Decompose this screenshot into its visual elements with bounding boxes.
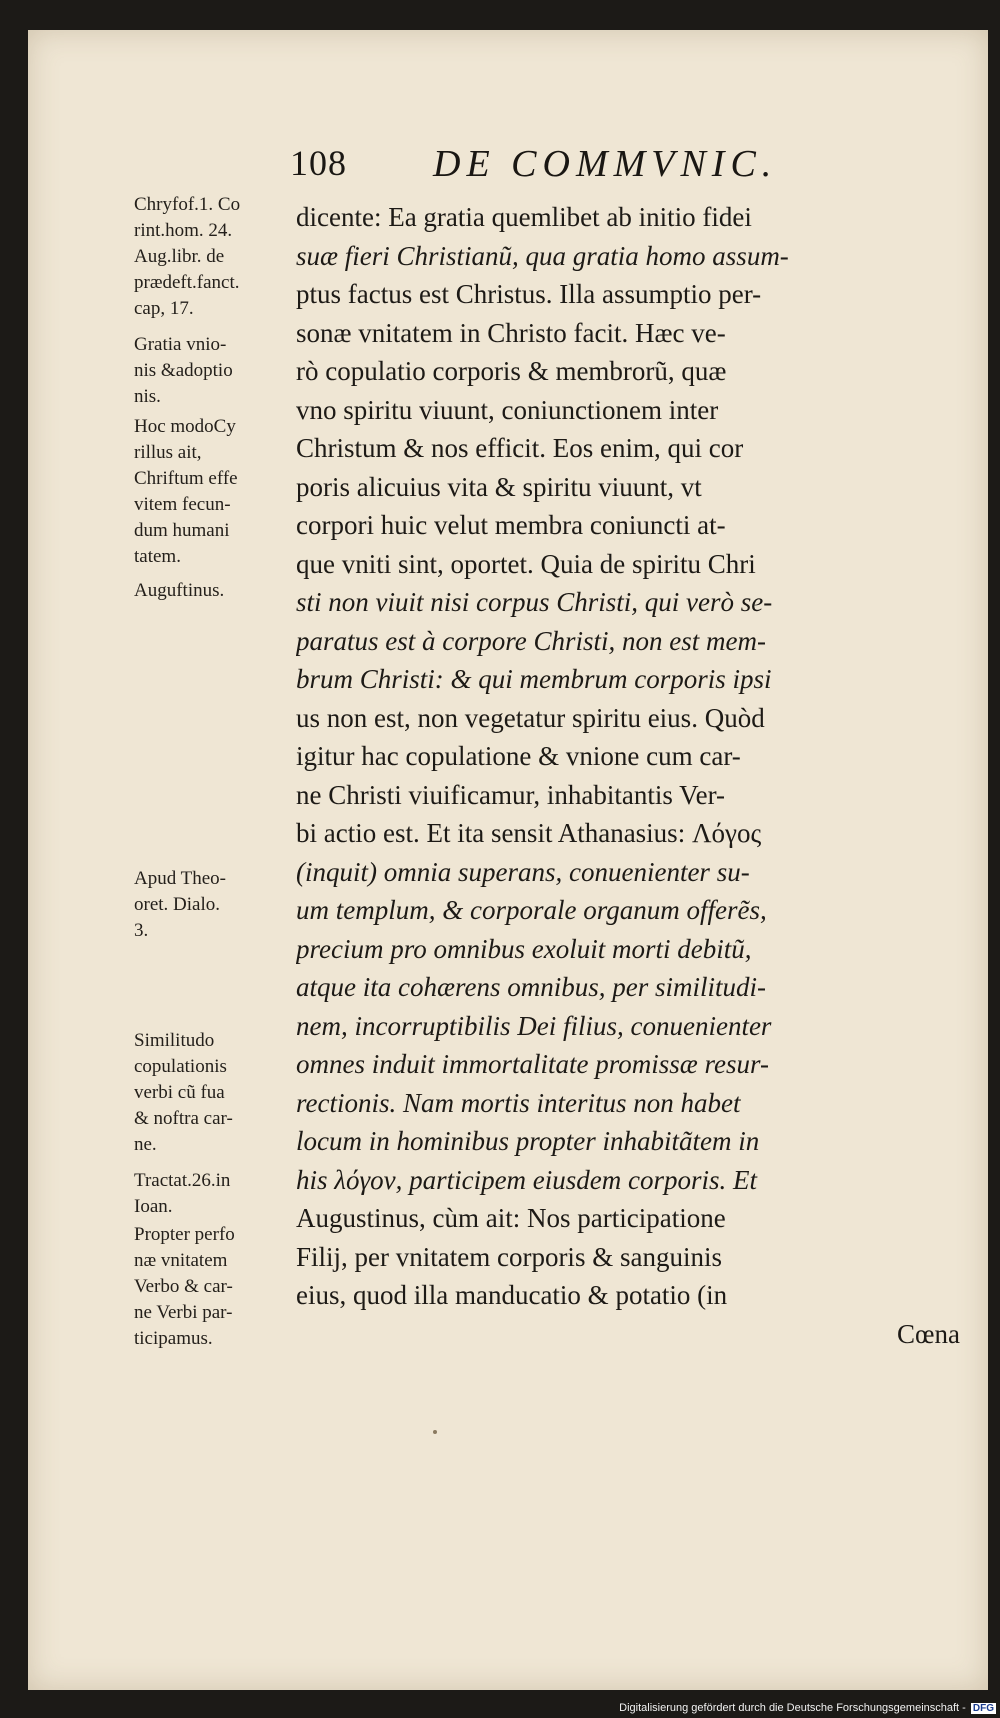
marginal-note-line: nis &adoptio: [134, 360, 233, 381]
credit-text: Digitalisierung gefördert durch die Deutsche Forschungsgemeinschaft -: [619, 1702, 966, 1714]
text-line: omnes induit immortalitate promissæ resur-: [296, 1049, 769, 1079]
running-title: DE COMMVNIC.: [433, 143, 778, 185]
marginal-note-line: Tractat.26.in: [134, 1170, 231, 1191]
marginal-note-line: ne Verbi par-: [134, 1302, 233, 1323]
text-line: Filij, per vnitatem corporis & sanguinis: [296, 1241, 722, 1272]
text-line: um templum, & corporale organum offerẽs,: [296, 895, 767, 925]
text-line: rò copulatio corporis & membrorũ, quæ: [296, 356, 727, 386]
text-line: que vniti sint, oportet. Quia de spiritu Chri: [296, 548, 756, 579]
marginal-note-propter: [134, 1222, 292, 1352]
marginal-note-line: Similitudo: [134, 1030, 215, 1051]
marginal-note-line: ticipamus.: [134, 1328, 213, 1349]
text-line: ptus factus est Christus. Illa assumptio per-: [296, 279, 762, 309]
book-page: [28, 30, 988, 1690]
marginal-note-line: Aug.libr. de: [134, 246, 225, 267]
marginal-note-line: næ vnitatem: [134, 1250, 228, 1271]
marginal-note-gratia: [134, 332, 292, 410]
text-line: igitur hac copulatione & vnione cum car-: [296, 741, 741, 771]
digitization-credit: [619, 1702, 996, 1714]
text-line: poris alicuius vita & spiritu viuunt, vt: [296, 471, 702, 502]
paper-speck: [433, 1430, 437, 1434]
marginal-note-line: vitem fecun-: [134, 494, 231, 515]
marginal-note-cyrillus: [134, 414, 292, 570]
marginal-note-similitudo: [134, 1028, 292, 1158]
text-line: us non est, non vegetatur spiritu eius. Quòd: [296, 702, 765, 733]
marginal-note-line: verbi cũ fua: [134, 1082, 225, 1103]
marginal-note-line: prædeft.fanct.: [134, 272, 240, 293]
text-line: (inquit) omnia superans, conuenienter su-: [296, 856, 750, 887]
text-line: sonæ vnitatem in Christo facit. Hæc ve-: [296, 317, 726, 348]
text-line: eius, quod illa manducatio & potatio (in: [296, 1280, 728, 1310]
text-line: atque ita cohærens omnibus, per similitudi-: [296, 972, 766, 1002]
marginal-note-line: Propter perfo: [134, 1224, 235, 1245]
text-line: Augustinus, cùm ait: Nos participatione: [296, 1203, 726, 1233]
marginal-note-line: Ioan.: [134, 1196, 173, 1217]
text-line: locum in hominibus propter inhabitãtem in: [296, 1126, 760, 1156]
text-line: ne Christi viuificamur, inhabitantis Ver-: [296, 779, 726, 810]
text-line: his λόγον, participem eiusdem corporis. Et: [296, 1164, 758, 1195]
text-line: precium pro omnibus exoluit morti debitũ,: [296, 933, 752, 964]
body-text: [296, 198, 968, 1353]
marginal-note-line: Chryfof.1. Co: [134, 194, 241, 215]
text-line: rectionis. Nam mortis interitus non habet: [296, 1087, 741, 1118]
marginal-note-tractatus: [134, 1168, 292, 1220]
marginal-note-line: Gratia vnio-: [134, 334, 227, 355]
text-line: sti non viuit nisi corpus Christi, qui verò se-: [296, 587, 773, 617]
marginal-note-line: 3.: [134, 920, 149, 941]
marginal-note-line: tatem.: [134, 546, 181, 567]
text-line: brum Christi: & qui membrum corporis ipsi: [296, 664, 772, 694]
marginal-note-line: Apud Theo-: [134, 868, 226, 889]
marginal-note-chrysostom: [134, 192, 292, 322]
marginal-note-line: oret. Dialo.: [134, 894, 221, 915]
marginal-note-line: Auguftinus.: [134, 580, 225, 601]
marginal-note-line: dum humani: [134, 520, 230, 541]
text-line: paratus est à corpore Christi, non est mem-: [296, 625, 766, 656]
marginal-note-theodoret: [134, 866, 292, 944]
marginal-note-line: Verbo & car-: [134, 1276, 233, 1297]
marginal-note-line: Chriftum effe: [134, 468, 238, 489]
marginal-note-line: nis.: [134, 386, 161, 407]
text-line: Christum & nos efficit. Eos enim, qui cor: [296, 433, 744, 463]
marginal-note-line: & noftra car-: [134, 1108, 233, 1129]
marginal-note-line: ne.: [134, 1134, 157, 1155]
page-number: 108: [290, 143, 347, 183]
text-line: nem, incorruptibilis Dei filius, conuenienter: [296, 1010, 772, 1041]
page-header: [28, 142, 988, 185]
marginal-note-line: rillus ait,: [134, 442, 202, 463]
text-line: bi actio est. Et ita sensit Athanasius: Λόγος: [296, 818, 762, 848]
marginal-note-line: cap, 17.: [134, 298, 194, 319]
catchword: Cœna: [897, 1318, 960, 1349]
marginal-note-augustinus: [134, 578, 292, 604]
text-line: suæ fieri Christianũ, qua gratia homo assum-: [296, 240, 789, 271]
text-line: vno spiritu viuunt, coniunctionem inter: [296, 394, 719, 425]
marginal-note-line: copulationis: [134, 1056, 227, 1077]
dfg-logo: DFG: [972, 1703, 994, 1714]
text-line: dicente: Ea gratia quemlibet ab initio fidei: [296, 202, 752, 232]
text-line: corpori huic velut membra coniuncti at-: [296, 510, 726, 540]
marginal-note-line: Hoc modoCy: [134, 416, 236, 437]
marginal-note-line: rint.hom. 24.: [134, 220, 233, 241]
